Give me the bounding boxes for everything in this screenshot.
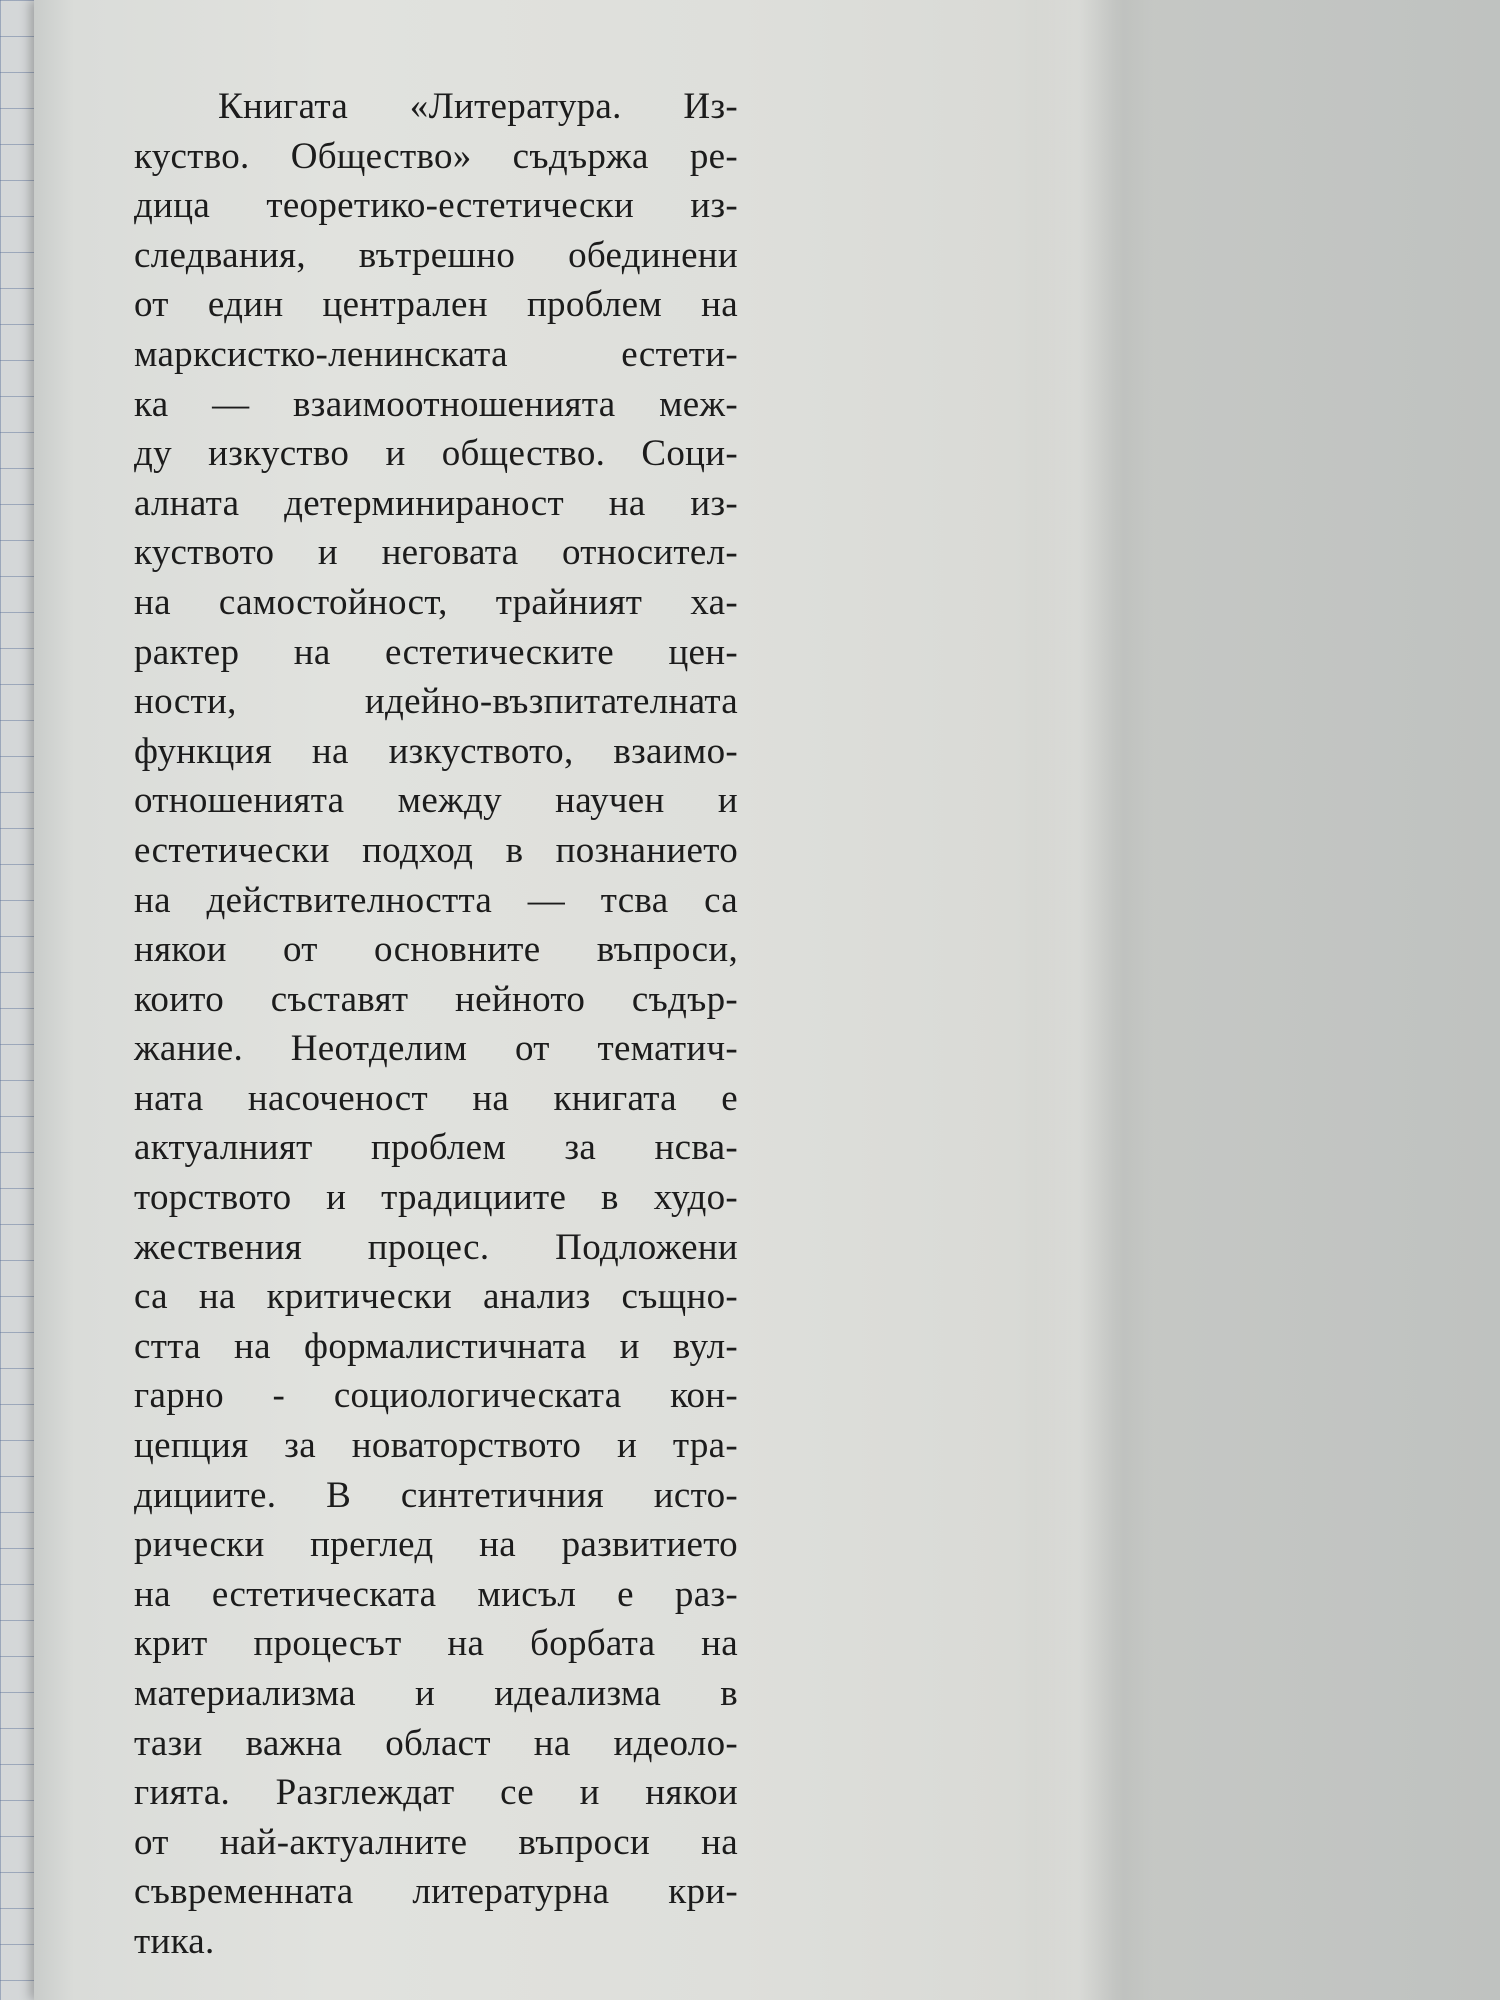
text-line: материализма и идеализма в	[134, 1673, 738, 1714]
text-line: дициите. В синтетичния исто-	[134, 1474, 738, 1516]
text-line: торството и традициите в худо-	[134, 1177, 738, 1219]
text-line: гарно - социологическата кон-	[134, 1375, 738, 1417]
page-fold-shadow	[1034, 0, 1154, 2000]
text-line: жествения процес. Подложени	[134, 1226, 738, 1268]
text-line: цепция за новаторството и тра-	[134, 1425, 738, 1467]
text-line: куство. Общество» съдържа ре-	[134, 135, 738, 177]
text-line: рически преглед на развитието	[134, 1524, 738, 1566]
text-line: на действителността — тсва са	[134, 879, 738, 921]
text-line: ната насоченост на книгата е	[134, 1077, 738, 1119]
text-line: стта на формалистичната и вул-	[134, 1325, 738, 1367]
text-line: които съставят нейното съдър-	[134, 978, 738, 1020]
text-line: гията. Разглеждат се и някои	[134, 1772, 738, 1814]
text-line: следвания, вътрешно обединени	[134, 234, 738, 276]
text-line: са на критически анализ същно-	[134, 1276, 738, 1318]
text-line: Книгата «Литература. Из-	[218, 86, 738, 127]
text-line: дица теоретико-естетически из-	[134, 185, 738, 227]
text-line: на естетическата мисъл е раз-	[134, 1573, 738, 1615]
text-line: естетически подход в познанието	[134, 829, 738, 871]
text-line: съвременната литературна кри-	[134, 1871, 738, 1913]
text-line: марксистко-ленинската естети-	[134, 333, 738, 375]
text-line: ности, идейно-възпитателната	[134, 681, 738, 723]
text-line: крит процесът на борбата на	[134, 1623, 738, 1665]
text-line: функция на изкуството, взаимо-	[134, 730, 738, 772]
text-line: отношенията между научен и	[134, 780, 738, 822]
text-line: жание. Неотделим от тематич-	[134, 1028, 738, 1070]
text-line: алната детерминираност на из-	[134, 482, 738, 524]
text-line: куството и неговата относител-	[134, 532, 738, 574]
book-annotation-text	[134, 82, 738, 1967]
text-line: актуалният проблем за нсва-	[134, 1127, 738, 1169]
text-line: рактер на естетическите цен-	[134, 631, 738, 673]
text-line: от един централен проблем на	[134, 284, 738, 326]
text-line: тика.	[134, 1920, 215, 1962]
text-line: някои от основните въпроси,	[134, 929, 738, 971]
text-line: от най-актуалните въпроси на	[134, 1821, 738, 1863]
text-line: тази важна област на идеоло-	[134, 1722, 738, 1764]
text-line: ду изкуство и общество. Соци-	[134, 433, 738, 475]
text-line: ка — взаимоотношенията меж-	[134, 383, 738, 425]
text-line: на самостойност, трайният ха-	[134, 581, 738, 623]
